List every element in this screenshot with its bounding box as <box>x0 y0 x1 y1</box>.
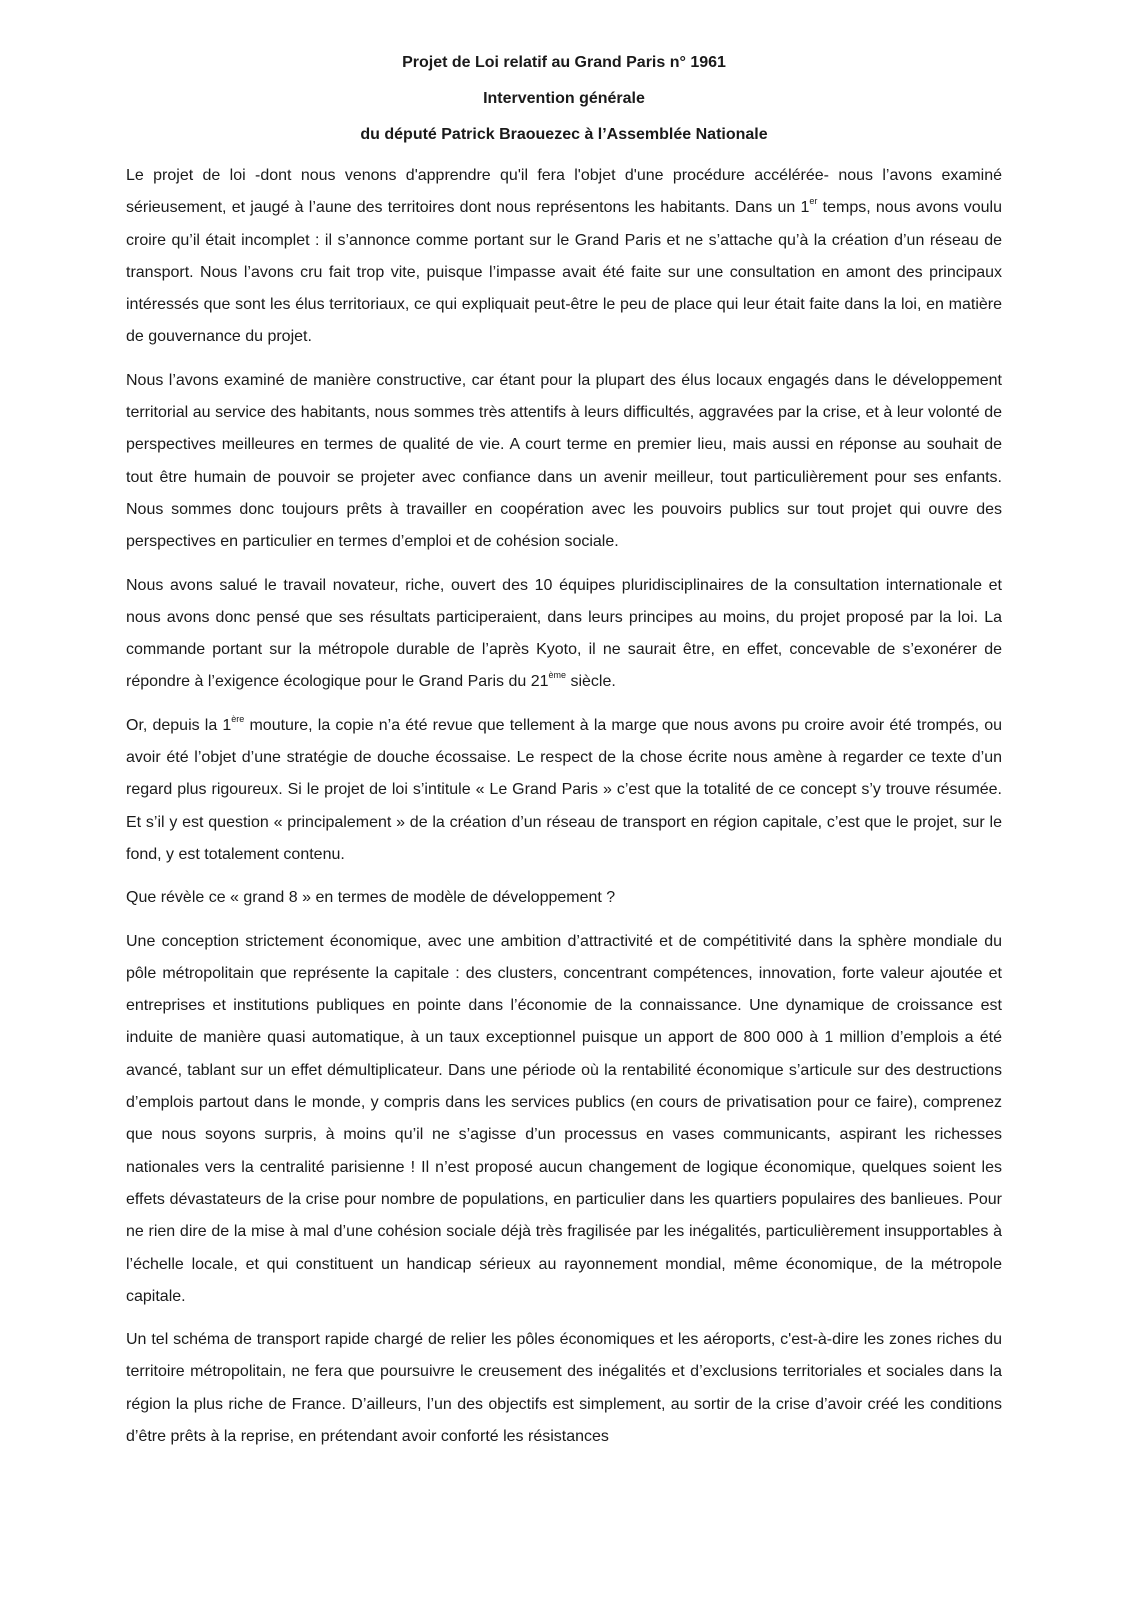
document-author-line: du député Patrick Braouezec à l’Assemblée Nationale <box>360 126 768 143</box>
paragraph-3 <box>126 570 1002 699</box>
document-body <box>126 160 1002 1453</box>
paragraph-3-text-b: siècle. <box>566 673 616 691</box>
paragraph-1 <box>126 160 1002 354</box>
paragraph-5: Que révèle ce « grand 8 » en termes de modèle de développement ? <box>126 889 616 907</box>
document-page <box>126 52 1002 1464</box>
paragraph-1-text-a: Le projet de loi -dont nous venons d'apprendre qu'il fera l'objet d'une procédure accélérée- nous l’avons examiné sérieusement, et jaugé à l’aune des territoires dont nous représentons les habitants. Dans un 1 <box>126 167 1002 217</box>
paragraph-6: Une conception strictement économique, avec une ambition d’attractivité et de compétitivité dans la sphère mondiale du pôle métropolitain que représente la capitale : des clusters, concentrant compétences, innovation, forte valeur ajoutée et entreprises et institutions publiques en pointe dans l’économie de la connaissance. Une dynamique de croissance est induite de manière quasi automatique, à un taux exceptionnel puisque un apport de 800 000 à 1 million d’emplois a été avancé, tablant sur un effet démultiplicateur. Dans une période où la rentabilité économique s’articule sur des destructions d’emplois partout dans le monde, y compris dans les services publics (en cours de privatisation pour ce faire), comprenez que nous soyons surpris, à moins qu’il ne s’agisse d’un processus en vases communicants, aspirant les richesses nationales vers la centralité parisienne ! Il n’est proposé aucun changement de logique économique, quelques soient les effets dévastateurs de la crise pour nombre de populations, en particulier dans les quartiers populaires des banlieues. Pour ne rien dire de la mise à mal d’une cohésion sociale déjà très fragilisée par les inégalités, particulièrement insupportables à l’échelle locale, et qui constituent un handicap sérieux au rayonnement mondial, même économique, de la métropole capitale. <box>126 932 1002 1305</box>
superscript-eme: ème <box>548 670 567 681</box>
paragraph-3-text-a: Nous avons salué le travail novateur, riche, ouvert des 10 équipes pluridisciplinaires de la consultation internationale et nous avons donc pensé que ses résultats participeraient, dans leurs principes au moins, du projet proposé par la loi. La commande portant sur la métropole durable de l’après Kyoto, il ne saurait être, en effet, concevable de s’exonérer de répondre à l’exigence écologique pour le Grand Paris du 21 <box>126 576 1002 691</box>
paragraph-4 <box>126 710 1002 871</box>
paragraph-7: Un tel schéma de transport rapide chargé de relier les pôles économiques et les aéroports, c'est-à-dire les zones riches du territoire métropolitain, ne fera que poursuivre le creusement des inégalités et d’exclusions territoriales et sociales dans la région la plus riche de France. D’ailleurs, l’un des objectifs est simplement, au sortir de la crise d’avoir créé les conditions d’être prêts à la reprise, en prétendant avoir conforté les résistances <box>126 1331 1002 1445</box>
paragraph-4-text-b: mouture, la copie n’a été revue que tellement à la marge que nous avons pu croire avoir été trompés, ou avoir été l’objet d’une stratégie de douche écossaise. Le respect de la chose écrite nous amène à regarder ce texte d’un regard plus rigoureux. Si le projet de loi s’intitule « Le Grand Paris » c’est que la totalité de ce concept s’y trouve résumée. Et s’il y est question « principalement » de la création d’un réseau de transport en région capitale, c’est que le projet, sur le fond, y est totalement contenu. <box>126 716 1002 863</box>
paragraph-2: Nous l’avons examiné de manière constructive, car étant pour la plupart des élus locaux engagés dans le développement territorial au service des habitants, nous sommes très attentifs à leurs difficultés, aggravées par la crise, et à leur volonté de perspectives meilleures en termes de qualité de vie. A court terme en premier lieu, mais aussi en réponse au souhait de tout être humain de pouvoir se projeter avec confiance dans un avenir meilleur, tout particulièrement pour ses enfants. Nous sommes donc toujours prêts à travailler en coopération avec les pouvoirs publics sur tout projet qui ouvre des perspectives en particulier en termes d’emploi et de cohésion sociale. <box>126 371 1002 551</box>
document-title: Projet de Loi relatif au Grand Paris n° 1961 <box>402 54 726 71</box>
document-subtitle: Intervention générale <box>483 90 645 107</box>
superscript-er: er <box>809 196 818 207</box>
paragraph-4-text-a: Or, depuis la 1 <box>126 716 232 734</box>
paragraph-1-text-b: temps, nous avons voulu croire qu’il était incomplet : il s’annonce comme portant sur le Grand Paris et ne s’attache qu’à la création d’un réseau de transport. Nous l’avons cru fait trop vite, puisque l’impasse avait été faite sur une consultation en amont des principaux intéressés que sont les élus territoriaux, ce qui expliquait peut-être le peu de place qui leur était faite dans la loi, en matière de gouvernance du projet. <box>126 199 1003 346</box>
superscript-ere: ère <box>231 713 245 724</box>
